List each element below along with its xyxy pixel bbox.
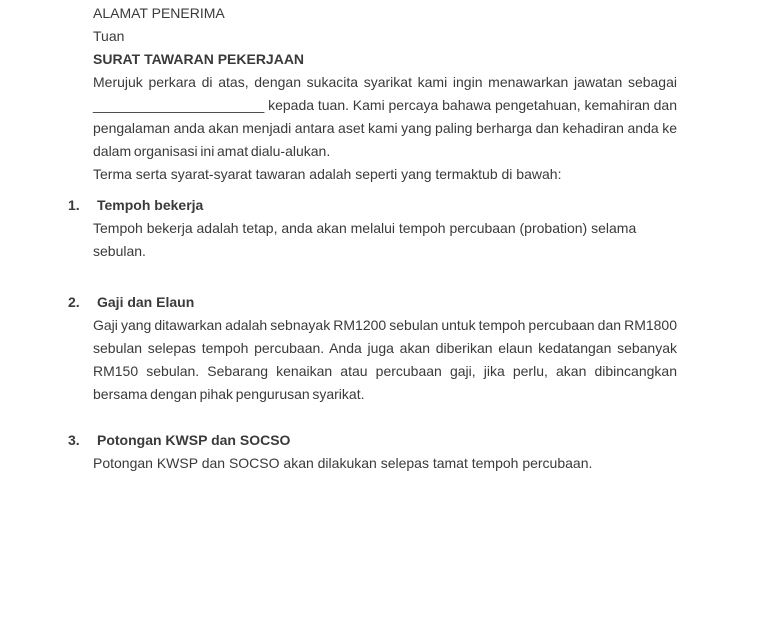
section-1-number: 1. <box>68 197 80 213</box>
terms-intro-line: Terma serta syarat-syarat tawaran adalah seperti yang termaktub di bawah: <box>93 166 562 182</box>
section-2-heading <box>68 291 677 314</box>
section-2-number: 2. <box>68 294 80 310</box>
section-3-number: 3. <box>68 432 80 448</box>
section-2-title: Gaji dan Elaun <box>97 294 195 310</box>
section-3-title: Potongan KWSP dan SOCSO <box>97 432 291 448</box>
letter-title: SURAT TAWARAN PEKERJAAN <box>93 51 305 67</box>
section-1-heading <box>68 194 677 217</box>
salutation: Tuan <box>93 28 125 44</box>
section-2-body: Gaji yang ditawarkan adalah sebnayak RM1200 sebulan untuk tempoh percubaan dan RM1800 sebulan selepas tempoh percubaan. Anda juga akan diberikan elaun kedatangan sebanyak RM150 sebulan. Sebarang kenaikan atau percubaan gaji, jika perlu, akan dibincangkan bersama dengan pihak pengurusan syarikat. <box>93 317 677 402</box>
section-3-body: Potongan KWSP dan SOCSO akan dilakukan selepas tamat tempoh percubaan. <box>93 455 593 471</box>
intro-paragraph: Merujuk perkara di atas, dengan sukacita syarikat kami ingin menawarkan jawatan sebagai ______________________ kepada tuan. Kami percaya bahawa pengetahuan, kemahiran dan pengalaman anda akan menjadi antara aset kami yang paling berharga dan kehadiran anda ke dalam organisasi ini amat dialu-alukan. <box>93 74 677 159</box>
recipient-address-label: ALAMAT PENERIMA <box>93 5 225 21</box>
section-1-title: Tempoh bekerja <box>97 197 204 213</box>
section-1-body: Tempoh bekerja adalah tetap, anda akan melalui tempoh percubaan (probation) selama sebulan. <box>93 220 637 259</box>
section-3-heading <box>68 429 677 452</box>
